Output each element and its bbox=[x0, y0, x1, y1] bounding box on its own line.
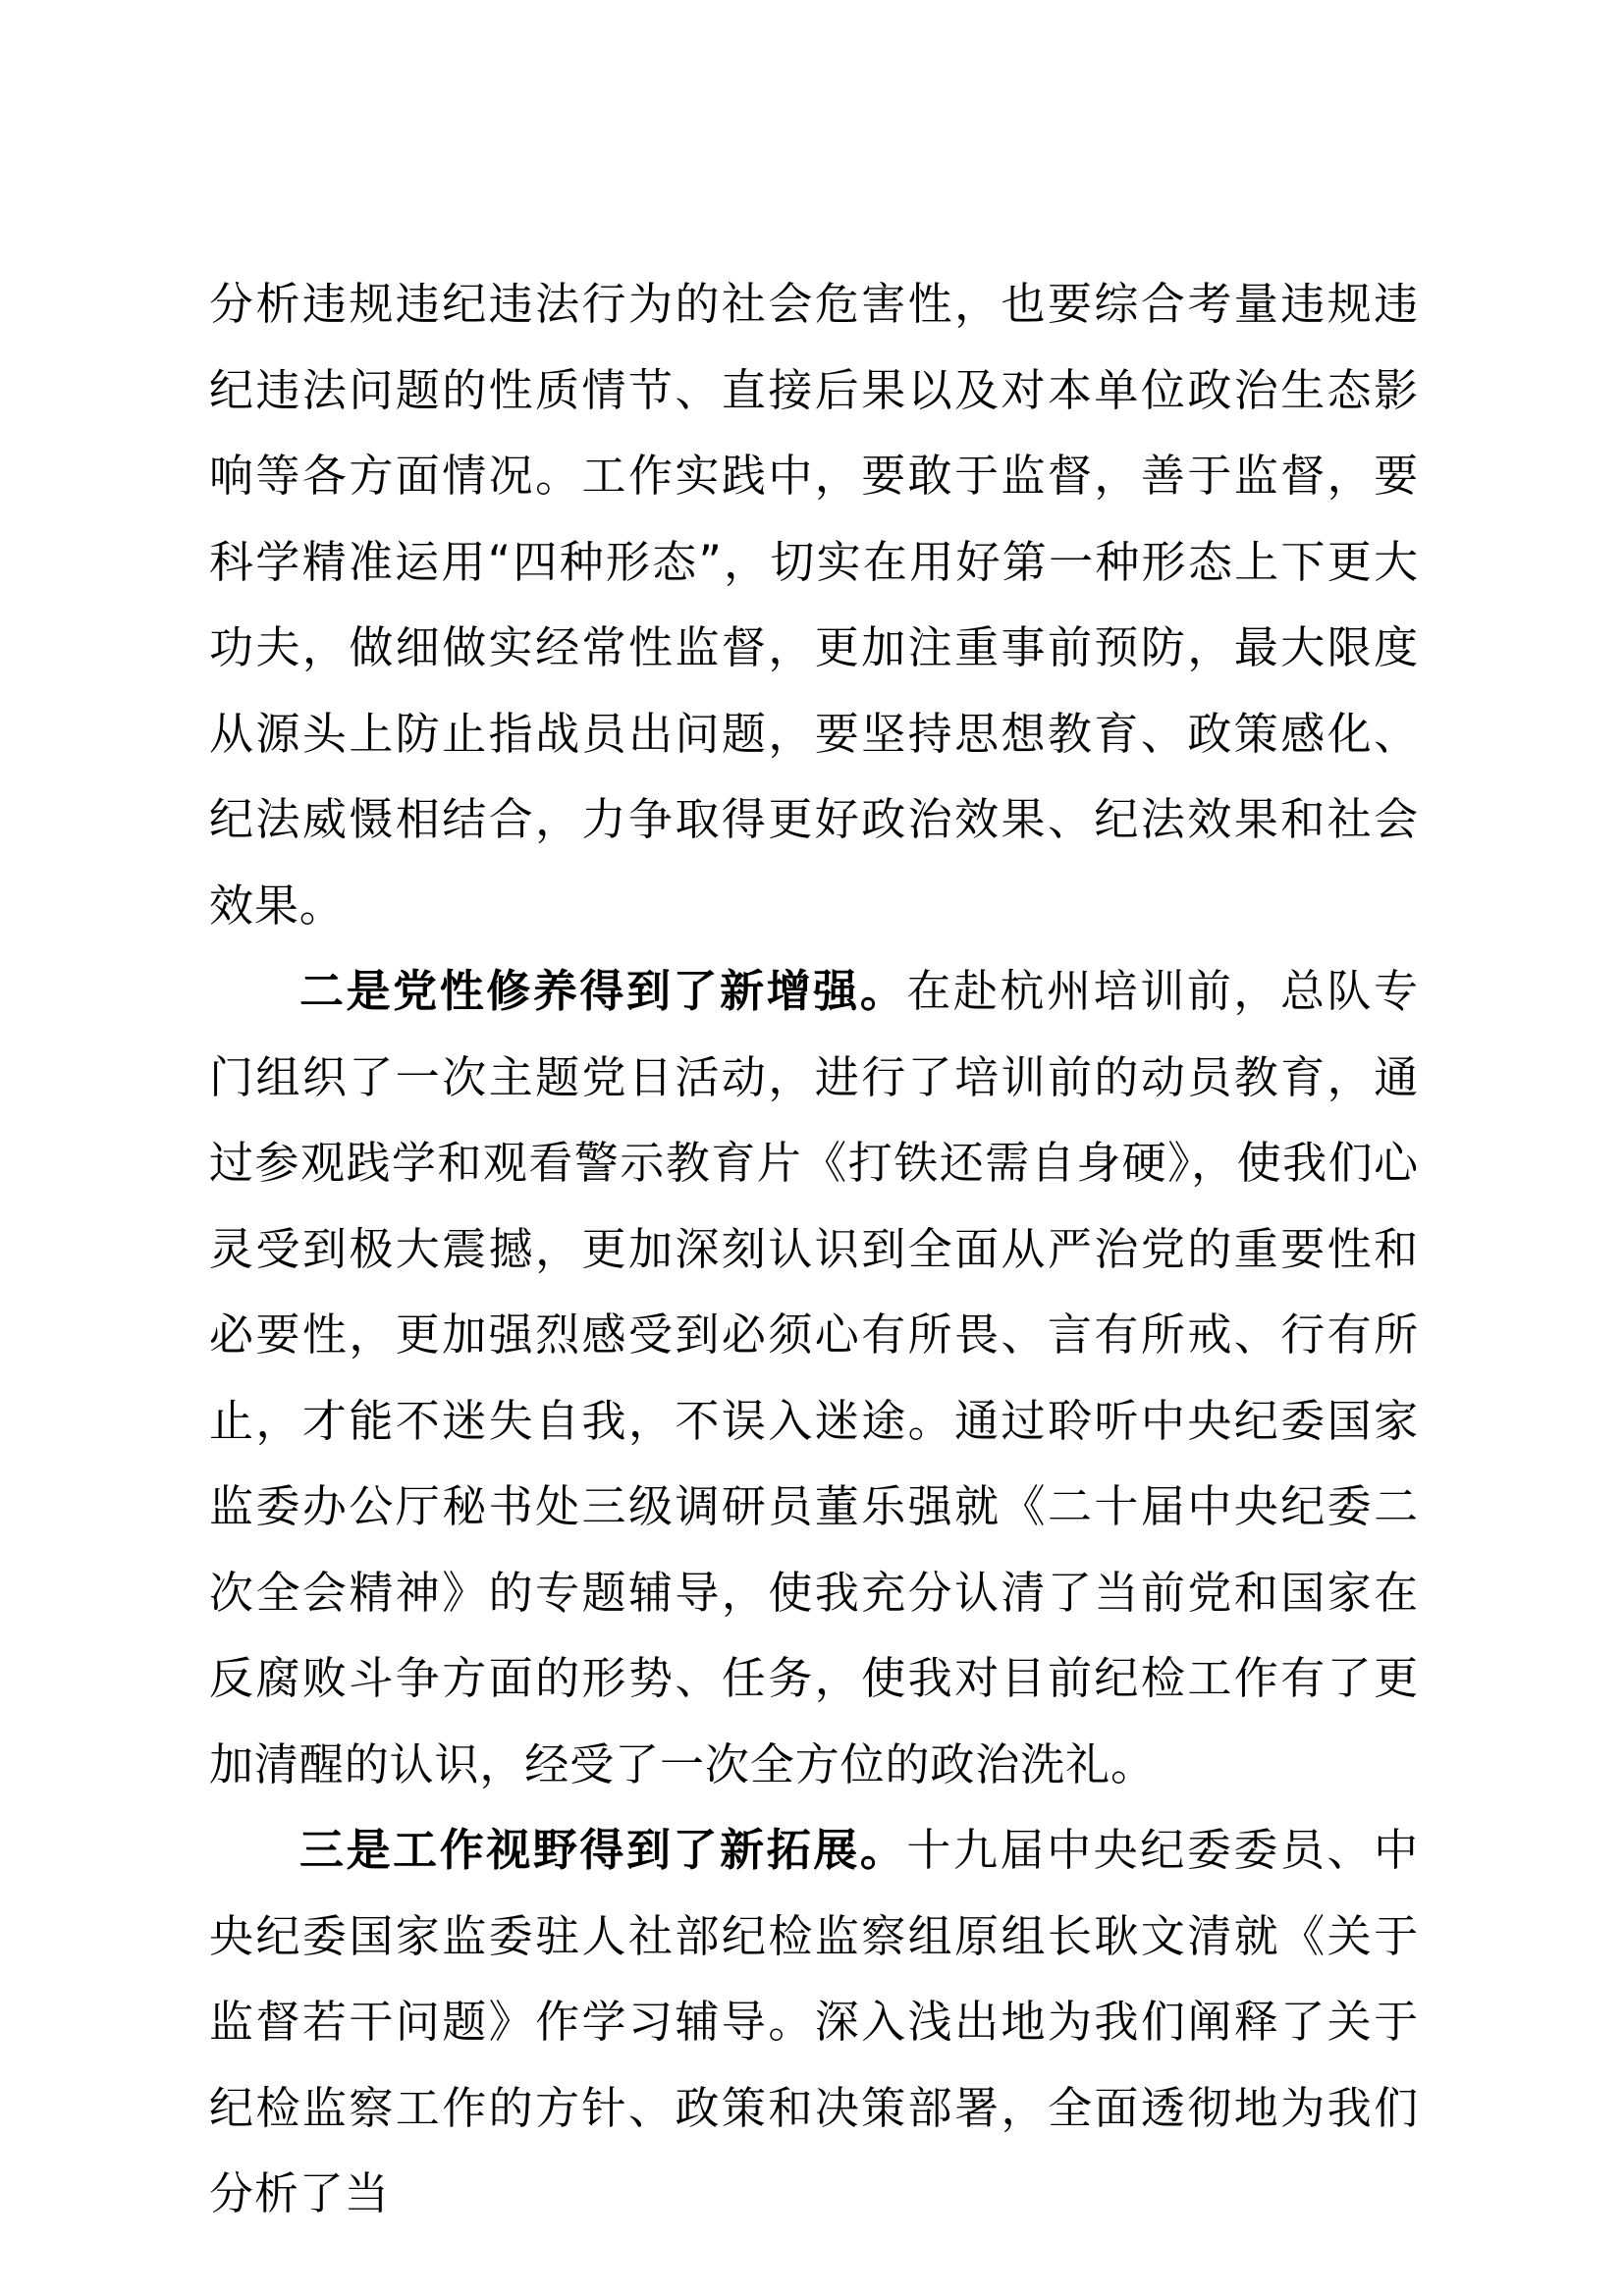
paragraph-text: 在赴杭州培训前，总队专门组织了一次主题党日活动，进行了培训前的动员教育，通过参观践学和观看警示教育片《打铁还需自身硬》，使我们心灵受到极大震撼，更加深刻认识到全面从严治党的重要性和必要性，更加强烈感受到必须心有所畏、言有所戒、行有所止，才能不迷失自我，不误入迷途。通过聆听中央纪委国家监委办公厅秘书处三级调研员董乐强就《二十届中央纪委二次全会精神》的专题辅导，使我充分认清了当前党和国家在反腐败斗争方面的形势、任务，使我对目前纪检工作有了更加清醒的认识，经受了一次全方位的政治洗礼。 bbox=[209, 965, 1419, 1790]
paragraph-text: 分析违规违纪违法行为的社会危害性，也要综合考量违规违纪违法问题的性质情节、直接后果以及对本单位政治生态影响等各方面情况。工作实践中，要敢于监督，善于监督，要科学精准运用“四种形态”，切实在用好第一种形态上下更大功夫，做细做实经常性监督，更加注重事前预防，最大限度从源头上防止指战员出问题，要坚持思想教育、政策感化、纪法威慑相结合，力争取得更好政治效果、纪法效果和社会效果。 bbox=[209, 278, 1419, 932]
paragraph-continuation bbox=[209, 261, 1419, 948]
paragraph-heading: 三是工作视野得到了新拓展。 bbox=[299, 1824, 907, 1876]
paragraph-party-spirit bbox=[209, 948, 1419, 1807]
paragraph-heading: 二是党性修养得到了新增强。 bbox=[299, 965, 907, 1017]
document-body bbox=[209, 261, 1419, 2237]
paragraph-work-vision bbox=[209, 1807, 1419, 2237]
paragraph-text: 十九届中央纪委委员、中央纪委国家监委驻人社部纪检监察组原组长耿文清就《关于监督若干问题》作学习辅导。深入浅出地为我们阐释了关于纪检监察工作的方针、政策和决策部署，全面透彻地为我们分析了当 bbox=[209, 1824, 1419, 2219]
